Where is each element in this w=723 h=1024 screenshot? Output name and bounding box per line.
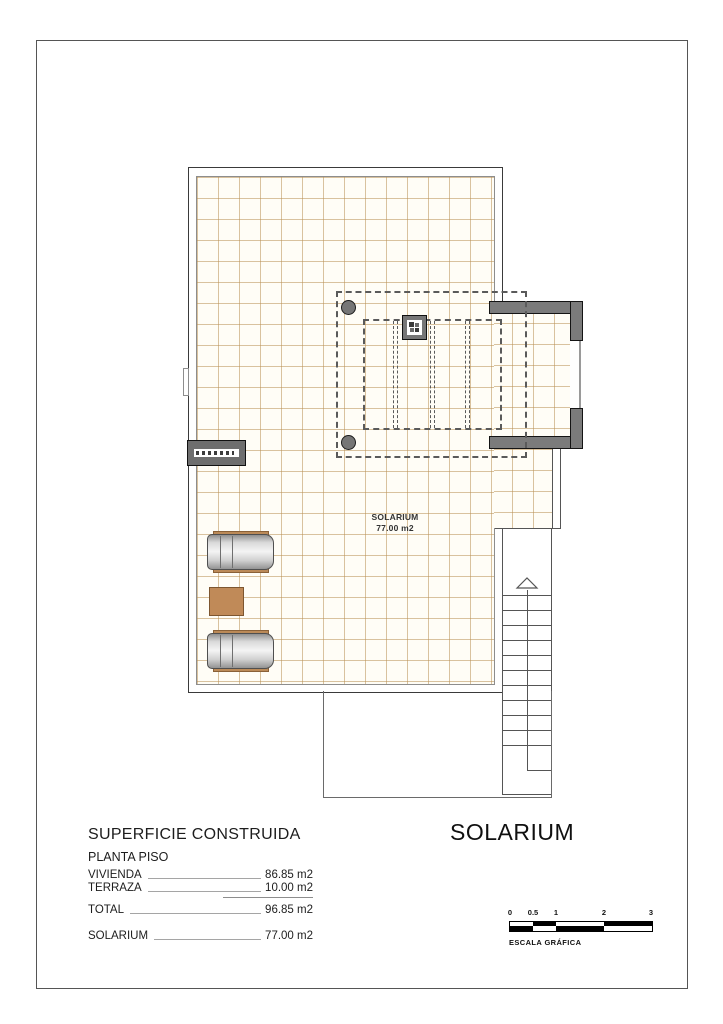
legend-sum-rule	[223, 897, 313, 898]
roof-vent-fan-icon	[407, 320, 422, 335]
scale-tick-labels	[509, 908, 652, 918]
room-label	[335, 512, 455, 534]
scale-caption: ESCALA GRÁFICA	[509, 938, 582, 947]
lounger-divider	[232, 635, 233, 667]
legend-row-vivienda	[88, 868, 313, 881]
pergola-beam	[465, 321, 470, 428]
scale-tick: 3	[648, 908, 654, 917]
room-area: 77.00 m2	[376, 523, 414, 533]
terrace-band-floor	[494, 449, 553, 528]
leader-line	[154, 939, 261, 940]
left-wall-notch	[183, 368, 189, 396]
lower-floor-outline	[323, 691, 552, 798]
scale-tick: 2	[601, 908, 607, 917]
lounger-divider	[232, 536, 233, 568]
legend-row-solarium	[88, 929, 313, 942]
row-value: 96.85 m2	[265, 904, 313, 916]
scale-tick: 0.5	[527, 908, 539, 917]
scale-tick: 0	[507, 908, 513, 917]
legend-title: SUPERFICIE CONSTRUIDA	[88, 826, 301, 843]
fan-glyph	[407, 320, 422, 335]
scale-bar	[509, 921, 653, 932]
pergola-beam	[393, 321, 398, 428]
pergola-post-bottom	[341, 435, 356, 450]
row-value: 86.85 m2	[265, 869, 313, 881]
row-value: 10.00 m2	[265, 882, 313, 894]
scale-tick: 1	[553, 908, 559, 917]
lounger-divider	[220, 635, 221, 667]
ac-unit-louvers-icon	[194, 449, 239, 457]
pergola-post-top	[341, 300, 356, 315]
alcove-window	[579, 341, 581, 408]
leader-line	[148, 891, 261, 892]
side-table	[209, 587, 244, 616]
band-outer-line	[560, 449, 561, 529]
legend-row-terraza	[88, 881, 313, 894]
row-label: TOTAL	[88, 904, 124, 916]
pergola-beam	[430, 321, 435, 428]
drawing-title: SOLARIUM	[450, 819, 575, 845]
row-label: TERRAZA	[88, 882, 142, 894]
sun-lounger-2	[207, 633, 274, 669]
alcove-wall-right-lower	[570, 408, 583, 449]
alcove-wall-right-upper	[570, 301, 583, 341]
legend-row-total	[88, 903, 313, 916]
sun-lounger-1	[207, 534, 274, 570]
row-value: 77.00 m2	[265, 930, 313, 942]
legend-subtitle: PLANTA PISO	[88, 850, 169, 864]
leader-line	[130, 913, 261, 914]
leader-line	[148, 878, 261, 879]
lounger-divider	[220, 536, 221, 568]
row-label: VIVIENDA	[88, 869, 142, 881]
graphic-scale	[509, 908, 652, 947]
row-label: SOLARIUM	[88, 930, 149, 942]
room-name: SOLARIUM	[371, 512, 419, 522]
